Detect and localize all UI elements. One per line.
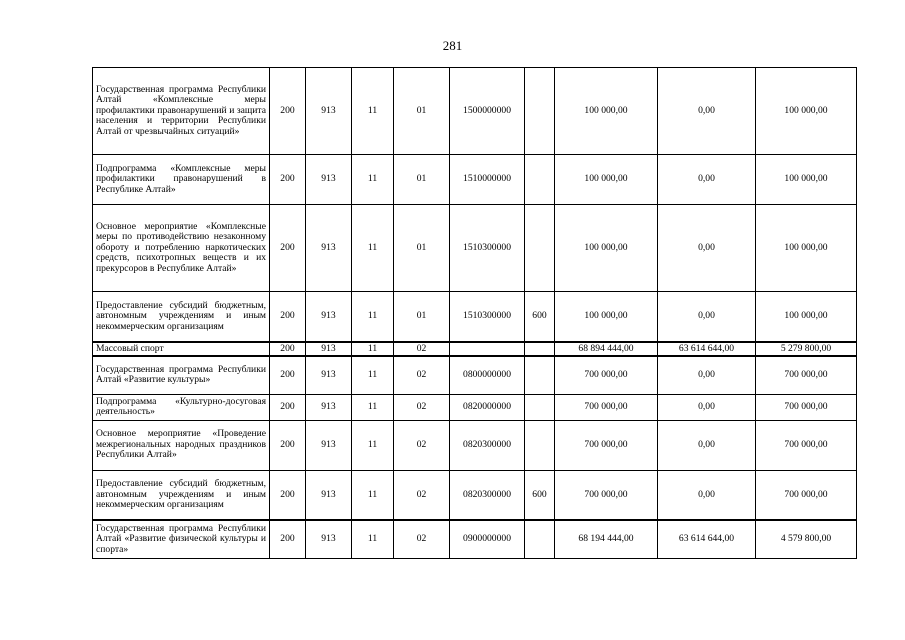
- cell-v1: 68 894 444,00: [555, 342, 658, 357]
- cell-v1: 68 194 444,00: [555, 520, 658, 558]
- cell-c6: [525, 420, 555, 470]
- cell-c3: 11: [352, 68, 394, 155]
- cell-c3: 11: [352, 342, 394, 357]
- table-row: [93, 68, 857, 155]
- budget-table-body: [93, 68, 857, 559]
- cell-c1: 200: [270, 420, 306, 470]
- cell-v1: 100 000,00: [555, 68, 658, 155]
- row-name: Предоставление субсидий бюджетным, автономным учреждениям и иным некоммерческим организациям: [93, 470, 270, 520]
- row-name: Основное мероприятие «Проведение межрегиональных народных праздников Республики Алтай»: [93, 420, 270, 470]
- table-row: [93, 205, 857, 292]
- cell-c2: 913: [306, 470, 352, 520]
- cell-c1: 200: [270, 520, 306, 558]
- cell-c1: 200: [270, 356, 306, 394]
- cell-c4: 02: [394, 470, 450, 520]
- table-row: [93, 155, 857, 205]
- cell-c4: 02: [394, 420, 450, 470]
- table-row: [93, 420, 857, 470]
- cell-v3: 5 279 800,00: [756, 342, 857, 357]
- cell-v3: 700 000,00: [756, 470, 857, 520]
- cell-v3: 100 000,00: [756, 292, 857, 342]
- cell-v1: 700 000,00: [555, 394, 658, 420]
- cell-c2: 913: [306, 520, 352, 558]
- cell-c2: 913: [306, 292, 352, 342]
- table-row: [93, 470, 857, 520]
- cell-v3: 4 579 800,00: [756, 520, 857, 558]
- cell-c3: 11: [352, 394, 394, 420]
- table-row: [93, 292, 857, 342]
- cell-c3: 11: [352, 470, 394, 520]
- row-name: Предоставление субсидий бюджетным, автономным учреждениям и иным некоммерческим организациям: [93, 292, 270, 342]
- cell-c3: 11: [352, 356, 394, 394]
- cell-c6: [525, 68, 555, 155]
- cell-c2: 913: [306, 420, 352, 470]
- cell-v1: 100 000,00: [555, 155, 658, 205]
- page-number: 281: [442, 38, 463, 53]
- cell-c1: 200: [270, 68, 306, 155]
- cell-c3: 11: [352, 292, 394, 342]
- cell-c5: 0900000000: [450, 520, 525, 558]
- cell-v2: 63 614 644,00: [658, 342, 756, 357]
- cell-c1: 200: [270, 342, 306, 357]
- cell-v2: 0,00: [658, 68, 756, 155]
- cell-c2: 913: [306, 205, 352, 292]
- cell-c1: 200: [270, 205, 306, 292]
- cell-c3: 11: [352, 205, 394, 292]
- cell-v2: 0,00: [658, 155, 756, 205]
- cell-c5: 0820300000: [450, 420, 525, 470]
- cell-v3: 700 000,00: [756, 356, 857, 394]
- row-name: Массовый спорт: [93, 342, 270, 357]
- cell-v2: 0,00: [658, 292, 756, 342]
- cell-c4: 02: [394, 520, 450, 558]
- cell-c2: 913: [306, 394, 352, 420]
- cell-v2: 0,00: [658, 205, 756, 292]
- cell-c2: 913: [306, 342, 352, 357]
- cell-c6: [525, 394, 555, 420]
- cell-v1: 700 000,00: [555, 420, 658, 470]
- cell-c6: [525, 205, 555, 292]
- cell-c6: [525, 155, 555, 205]
- row-name: Подпрограмма «Комплексные меры профилактики правонарушений в Республике Алтай»: [93, 155, 270, 205]
- cell-c3: 11: [352, 420, 394, 470]
- cell-c4: 02: [394, 356, 450, 394]
- cell-c1: 200: [270, 292, 306, 342]
- cell-c4: 01: [394, 155, 450, 205]
- table-row: [93, 342, 857, 357]
- cell-v3: 100 000,00: [756, 205, 857, 292]
- cell-v1: 700 000,00: [555, 470, 658, 520]
- cell-v3: 700 000,00: [756, 420, 857, 470]
- table-row: [93, 520, 857, 558]
- cell-c4: 01: [394, 205, 450, 292]
- cell-c1: 200: [270, 470, 306, 520]
- cell-v1: 100 000,00: [555, 205, 658, 292]
- row-name: Основное мероприятие «Комплексные меры по противодействию незаконному обороту и потреблению наркотических средств, психотропных веществ и их прекурсоров в Республике Алтай»: [93, 205, 270, 292]
- cell-c6: [525, 342, 555, 357]
- cell-c6: 600: [525, 470, 555, 520]
- cell-c3: 11: [352, 520, 394, 558]
- cell-v3: 100 000,00: [756, 155, 857, 205]
- cell-c6: 600: [525, 292, 555, 342]
- cell-c5: 0820000000: [450, 394, 525, 420]
- cell-c6: [525, 520, 555, 558]
- cell-v2: 0,00: [658, 356, 756, 394]
- cell-c4: 01: [394, 68, 450, 155]
- cell-c5: 0800000000: [450, 356, 525, 394]
- cell-v2: 0,00: [658, 394, 756, 420]
- cell-v2: 63 614 644,00: [658, 520, 756, 558]
- table-row: [93, 394, 857, 420]
- row-name: Государственная программа Республики Алтай «Комплексные меры профилактики правонарушений и защита населения и территории Республики Алтай от чрезвычайных ситуаций»: [93, 68, 270, 155]
- cell-c1: 200: [270, 155, 306, 205]
- cell-v3: 100 000,00: [756, 68, 857, 155]
- cell-v1: 100 000,00: [555, 292, 658, 342]
- cell-c5: 1510300000: [450, 292, 525, 342]
- cell-c5: 1510300000: [450, 205, 525, 292]
- cell-c3: 11: [352, 155, 394, 205]
- cell-c2: 913: [306, 356, 352, 394]
- budget-table: [92, 67, 857, 559]
- cell-c5: 1510000000: [450, 155, 525, 205]
- cell-c5: 1500000000: [450, 68, 525, 155]
- cell-c6: [525, 356, 555, 394]
- cell-v2: 0,00: [658, 420, 756, 470]
- cell-v3: 700 000,00: [756, 394, 857, 420]
- cell-v1: 700 000,00: [555, 356, 658, 394]
- cell-c4: 01: [394, 292, 450, 342]
- cell-c2: 913: [306, 155, 352, 205]
- cell-c5: 0820300000: [450, 470, 525, 520]
- row-name: Государственная программа Республики Алтай «Развитие культуры»: [93, 356, 270, 394]
- cell-c4: 02: [394, 394, 450, 420]
- cell-v2: 0,00: [658, 470, 756, 520]
- cell-c1: 200: [270, 394, 306, 420]
- cell-c2: 913: [306, 68, 352, 155]
- table-row: [93, 356, 857, 394]
- cell-c5: [450, 342, 525, 357]
- row-name: Государственная программа Республики Алтай «Развитие физической культуры и спорта»: [93, 520, 270, 558]
- cell-c4: 02: [394, 342, 450, 357]
- row-name: Подпрограмма «Культурно-досуговая деятельность»: [93, 394, 270, 420]
